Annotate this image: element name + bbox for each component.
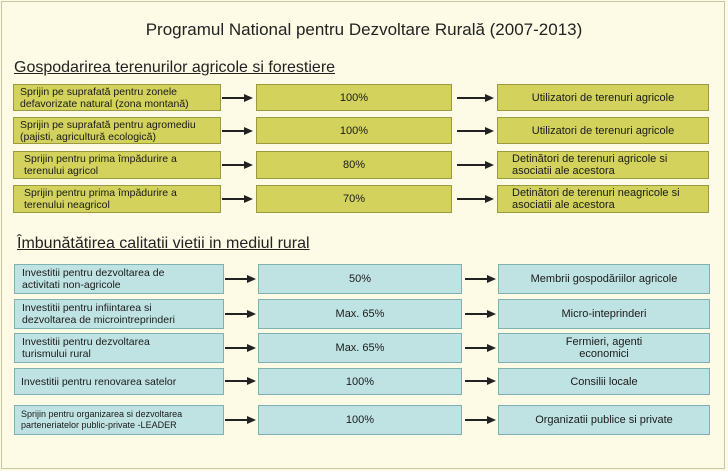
funding-rate: Max. 65% bbox=[258, 299, 462, 329]
measure-label: Sprijin pentru organizarea si dezvoltarea parteneriatelor public-private -LEADER bbox=[14, 405, 224, 435]
arrow-right-icon bbox=[225, 274, 257, 284]
arrow-right-icon bbox=[465, 309, 497, 319]
arrow-right-icon bbox=[465, 415, 497, 425]
arrow-right-icon bbox=[457, 126, 495, 136]
arrow-right-icon bbox=[465, 343, 497, 353]
beneficiary: Utilizatori de terenuri agricole bbox=[497, 117, 709, 144]
funding-rate: Max. 65% bbox=[258, 333, 462, 363]
arrow-right-icon bbox=[222, 126, 254, 136]
arrow-right-icon bbox=[465, 274, 497, 284]
arrow-right-icon bbox=[222, 160, 254, 170]
beneficiary: Consilii locale bbox=[498, 368, 710, 395]
arrow-right-icon bbox=[225, 415, 257, 425]
beneficiary: Detinători de terenuri neagricole si asociatii ale acestora bbox=[497, 185, 709, 213]
measure-label: Sprijin pentru prima împădurire a terenului neagricol bbox=[13, 185, 221, 213]
arrow-right-icon bbox=[225, 376, 257, 386]
funding-rate: 100% bbox=[256, 84, 452, 111]
beneficiary: Membrii gospodăriilor agricole bbox=[498, 264, 710, 294]
arrow-right-icon bbox=[222, 194, 254, 204]
measure-label: Investitii pentru renovarea satelor bbox=[14, 368, 224, 395]
measure-label: Sprijin pe suprafată pentru agromediu (pajisti, agricultură ecologică) bbox=[13, 117, 221, 144]
funding-rate: 50% bbox=[258, 264, 462, 294]
funding-rate: 80% bbox=[256, 151, 452, 179]
funding-rate: 100% bbox=[258, 405, 462, 435]
measure-label: Sprijin pe suprafată pentru zonele defavorizate natural (zona montană) bbox=[13, 84, 221, 111]
beneficiary: Fermieri, agenti economici bbox=[498, 333, 710, 363]
beneficiary: Utilizatori de terenuri agricole bbox=[497, 84, 709, 111]
beneficiary: Organizatii publice si private bbox=[498, 405, 710, 435]
page-title: Programul National pentru Dezvoltare Rurală (2007-2013) bbox=[145, 20, 583, 39]
funding-rate: 100% bbox=[258, 368, 462, 395]
beneficiary: Micro-inteprinderi bbox=[498, 299, 710, 329]
arrow-right-icon bbox=[465, 376, 497, 386]
funding-rate: 100% bbox=[256, 117, 452, 144]
arrow-right-icon bbox=[225, 343, 257, 353]
measure-label: Investitii pentru dezvoltarea de activitati non-agricole bbox=[14, 264, 224, 294]
funding-rate: 70% bbox=[256, 185, 452, 213]
section-heading-land-management: Gospodarirea terenurilor agricole si forestiere bbox=[14, 59, 336, 76]
beneficiary: Detinători de terenuri agricole si asociatii ale acestora bbox=[497, 151, 709, 179]
arrow-right-icon bbox=[457, 93, 495, 103]
section-heading-rural-life-quality: Îmbunătătirea calitatii vietii in mediul rural bbox=[17, 235, 310, 252]
arrow-right-icon bbox=[225, 309, 257, 319]
measure-label: Investitii pentru dezvoltarea turismului rural bbox=[14, 333, 224, 363]
arrow-right-icon bbox=[457, 160, 495, 170]
measure-label: Investitii pentru infiintarea si dezvoltarea de microintreprinderi bbox=[14, 299, 224, 329]
measure-label: Sprijin pentru prima împădurire a terenului agricol bbox=[13, 151, 221, 179]
arrow-right-icon bbox=[222, 93, 254, 103]
arrow-right-icon bbox=[457, 194, 495, 204]
